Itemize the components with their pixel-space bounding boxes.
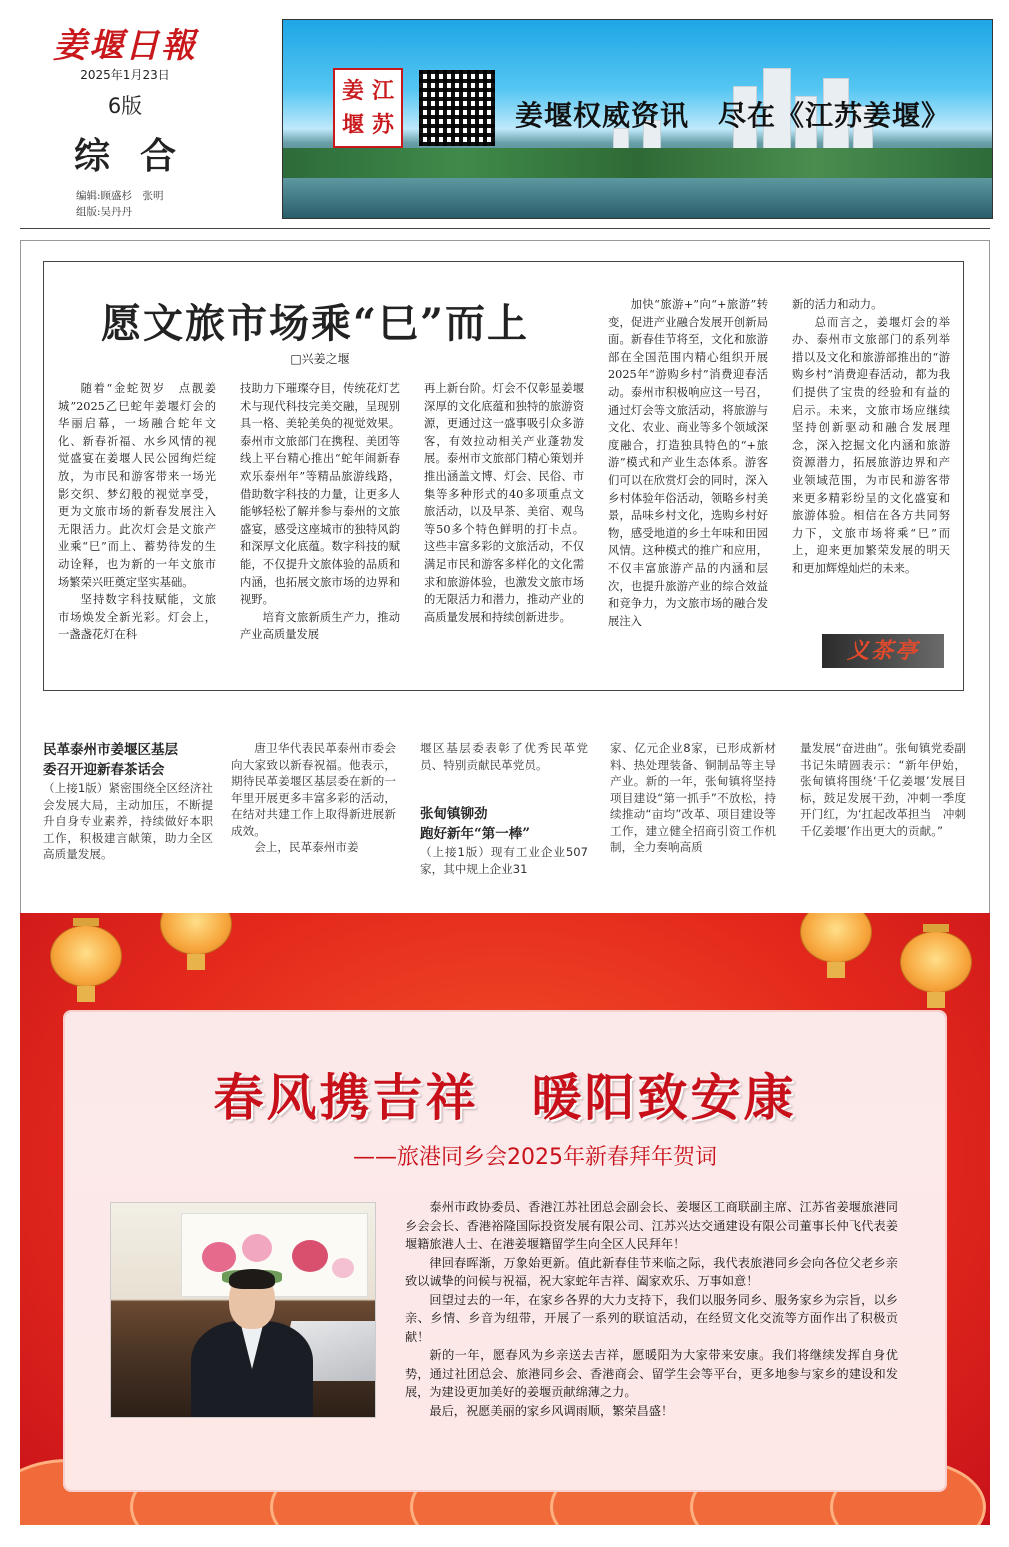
page-number: 6版	[107, 94, 143, 118]
portrait-photo	[110, 1202, 376, 1418]
column-tag-badge: 义茶亭	[822, 634, 944, 668]
layout-line: 组版:吴丹丹	[76, 206, 133, 218]
paragraph: 会上，民革泰州市姜	[254, 840, 359, 854]
lantern-icon	[50, 925, 122, 987]
news-1-headline[interactable]	[43, 740, 213, 780]
paragraph: 技助力下璀璨夺目，传统花灯艺术与现代科技完美交融，呈现别具一格、美轮美奂的视觉效果。泰州市文旅部门在携程、美团等线上平台精心推出“蛇年闹新春 欢乐泰州年”等精品旅游线路，借助数字科技的力量，让更多人能够轻松了解并参与泰州的文旅盛宴，感受这座城市的独特风韵和深厚文化底蕴。数字科技的赋能，不仅提升文旅体验的品质和内涵，也拓展文旅市场的边界和视野。	[240, 382, 412, 607]
lantern-icon	[800, 913, 872, 963]
paragraph: （上接1版）现有工业企业507家，其中规上企业31	[420, 845, 588, 876]
person-figure	[191, 1273, 311, 1417]
news-1-body	[43, 780, 213, 863]
article-column-5	[792, 296, 950, 578]
header-divider	[20, 228, 990, 229]
news-1-end	[420, 740, 588, 773]
paragraph: 回望过去的一年，在家乡各界的大力支持下，我们以服务同乡、服务家乡为宗旨，以乡亲、乡情、乡音为纽带，开展了一系列的联谊活动，在经贸文化交流等方面作出了积极贡献！	[405, 1292, 898, 1344]
paragraph: 律回春晖渐，万象始更新。值此新春佳节来临之际，我代表旅港同乡会向各位父老乡亲致以诚挚的问候与祝福，祝大家蛇年吉祥、阖家欢乐、万事如意！	[405, 1255, 898, 1288]
article-column-4	[608, 296, 768, 630]
article-column-3	[424, 380, 584, 626]
paragraph: 量发展“奋进曲”。张甸镇党委副书记朱晴圆表示：“新年伊始，张甸镇将围绕‘千亿姜堰’发展目标，鼓足发展干劲，冲刺一季度开门红，为‘扛起改革担当 冲刺千亿姜堰’作出更大的贡献。”	[800, 741, 966, 838]
paragraph: 坚持数字科技赋能，文旅市场焕发全新光彩。灯会上，一盏盏花灯在科	[58, 593, 216, 642]
paragraph: 堰区基层委表彰了优秀民革党员、特别贡献民革党员。	[420, 741, 588, 772]
paragraph: 再上新台阶。灯会不仅彰显姜堰深厚的文化底蕴和独特的旅游资源，更通过这一盛事吸引众多游客，有效拉动相关产业蓬勃发展。泰州市文旅部门精心策划并推出涵盖文博、灯会、民俗、市集等多种形式的40多项重点文旅活动，以及早茶、美宿、观鸟等50多个特色鲜明的打卡点。这些丰富多彩的文旅活动，不仅满足市民和游客多样化的文化需求和旅游体验，也激发文旅市场的无限活力和潜力，推动产业的高质量发展和持续创新进步。	[424, 382, 584, 624]
paragraph: 泰州市政协委员、香港江苏社团总会副会长、姜堰区工商联副主席、江苏省姜堰旅港同乡会会长、香港裕隆国际投资发展有限公司、江苏兴达交通建设有限公司董事长仲飞代表姜堰籍旅港人士、在港姜堰籍留学生向全区人民拜年！	[405, 1200, 898, 1251]
article-author: □兴姜之堰	[290, 352, 350, 366]
headline-line: 张甸镇铆劲	[420, 806, 488, 822]
paragraph: （上接1版）紧密围绕全区经济社会发展大局，主动加压，不断提升自身专业素养，持续做好本职工作，积极建言献策，助力全区高质量发展。	[43, 781, 213, 861]
lantern-icon	[160, 913, 232, 955]
headline-line: 委召开迎新春茶话会	[43, 762, 165, 778]
paragraph: 总而言之，姜堰灯会的举办、泰州市文旅部门的系列举措以及文化和旅游部推出的“游购乡村”消费迎春活动，都为我们提供了宝贵的经验和有益的启示。未来，文旅市场应继续坚持创新驱动和融合发展理念，深入挖掘文化内涵和旅游资源潜力，拓展旅游边界和产业领域范围，为市民和游客带来更多精彩纷呈的文化盛宴和旅游体验。相信在各方共同努力下，文旅市场将乘“巳”而上，迎来更加繁荣发展的明天和更加辉煌灿烂的未来。	[792, 315, 950, 575]
article-column-1	[58, 380, 216, 644]
paragraph: 新的活力和动力。	[792, 298, 883, 311]
paragraph: 家、亿元企业8家，已形成新材料、热处理装备、铜制品等主导产业。新的一年，张甸镇将坚持项目建设“第一抓手”不放松，持续推动“亩均”改革、项目建设等工作，建立健全招商引资工作机制，全力奏响高质	[610, 741, 776, 854]
paragraph: 加快“旅游+”向“+旅游”转变，促进产业融合发展开创新局面。新春佳节将至，文化和旅游部在全国范围内精心组织开展2025年“游购乡村”消费迎春活动。泰州市积极响应这一号召，通过灯会等文旅活动，将旅游与文化、农业、商业等多个领域深度融合，打造独具特色的“+旅游”模式和产业生态体系。游客们可以在欣赏灯会的同时，深入乡村体验年俗活动，领略乡村美景，品味乡村文化，选购乡村好物，感受地道的乡土年味和田园风情。这种模式的推广和应用，不仅丰富旅游产品的内涵和层次，也提升旅游产业的综合效益和竞争力，为文旅市场的融合发展注入	[608, 298, 768, 628]
news-1-continued	[231, 740, 396, 856]
greeting-subtitle: ——旅港同乡会2025年新春拜年贺词	[353, 1145, 717, 1170]
lantern-icon	[900, 931, 972, 993]
greeting-text	[405, 1198, 898, 1420]
paragraph: 培育文旅新质生产力，推动产业高质量发展	[240, 610, 400, 642]
article-title: 愿文旅市场乘“巳”而上	[100, 300, 529, 347]
jiangsu-jiangyan-seal-logo: 姜 江 堰 苏	[333, 68, 403, 148]
news-2-continued	[610, 740, 776, 856]
editors-line: 编辑:顾盛杉 张明	[76, 190, 164, 202]
lake-illustration	[283, 178, 992, 218]
section-title: 综合	[73, 135, 206, 177]
news-2-headline[interactable]	[420, 804, 588, 844]
news-2-body	[420, 844, 588, 877]
paragraph: 唐卫华代表民革泰州市委会向大家致以新春祝福。他表示，期待民革姜堰区基层委在新的一年里开展更多丰富多彩的活动，在结对共建工作上取得新进展新成效。	[231, 741, 396, 838]
paragraph: 新的一年，愿春风为乡亲送去吉祥，愿暖阳为大家带来安康。我们将继续发挥自身优势，通过社团总会、旅港同乡会、香港商会、留学生会等平台，更多地参与家乡的建设和发展，为建设更加美好的姜堰贡献绵薄之力。	[405, 1348, 898, 1399]
paragraph: 随着“金蛇贺岁 点靓姜城”2025乙巳蛇年姜堰灯会的华丽启幕，一场融合蛇年文化、新春祈福、水乡风情的视觉盛宴在姜堰人民公园绚烂绽放，为市民和游客带来一场光影交织、梦幻般的视觉享受，更为文旅市场的新春发展注入无限活力。此次灯会是文旅产业乘“巳”而上、蓄势待发的生动诠释，也为新的一年文旅市场繁荣兴旺奠定坚实基础。	[58, 382, 216, 589]
headline-line: 民革泰州市姜堰区基层	[43, 742, 178, 758]
banner-slogan: 姜堰权威资讯 尽在《江苏姜堰》	[515, 99, 951, 132]
newspaper-logo: 姜堰日報	[53, 26, 197, 66]
news-2-end	[800, 740, 966, 839]
promo-banner[interactable]	[282, 19, 993, 219]
headline-line: 跑好新年“第一棒”	[420, 826, 531, 842]
tree-line-illustration	[283, 148, 992, 178]
issue-date: 2025年1月23日	[80, 68, 170, 82]
editor-credits	[76, 188, 164, 220]
greeting-title: 春风携吉祥 暖阳致安康	[213, 1068, 797, 1127]
paragraph: 最后，祝愿美丽的家乡风调雨顺，繁荣昌盛！	[429, 1403, 674, 1418]
qr-code-icon[interactable]	[419, 70, 495, 146]
article-column-2	[240, 380, 412, 644]
